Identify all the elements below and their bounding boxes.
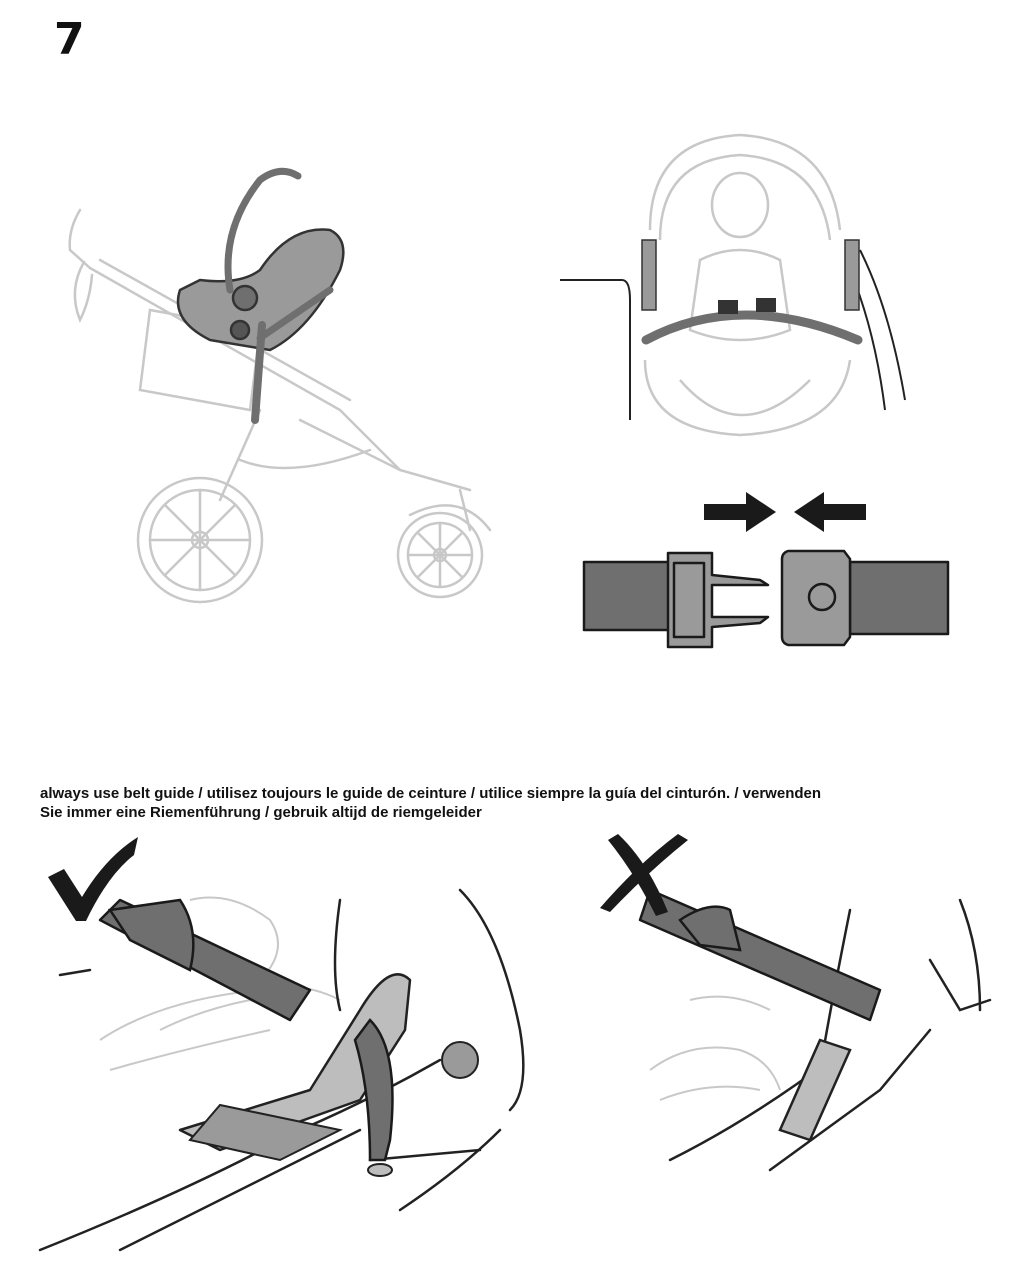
checkmark-icon — [46, 835, 146, 925]
buckle-detail — [582, 545, 952, 655]
belt-guide-caption — [40, 784, 940, 822]
incorrect-belt-routing-illustration — [630, 890, 1000, 1230]
caption-line-1: always use belt guide / utilisez toujours le guide de ceinture / utilice siempre la guía del cinturón. / verwenden — [40, 785, 822, 802]
caption-line-2: Sie immer eine Riemenführung / gebruik altijd de riemgeleider — [40, 804, 482, 821]
arrow-right-icon — [704, 492, 776, 532]
step-number: 7 — [54, 14, 85, 65]
cross-icon — [598, 832, 698, 922]
arrow-left-icon — [794, 492, 866, 532]
car-seat-top-view — [560, 130, 920, 430]
stroller-illustration — [40, 150, 560, 670]
